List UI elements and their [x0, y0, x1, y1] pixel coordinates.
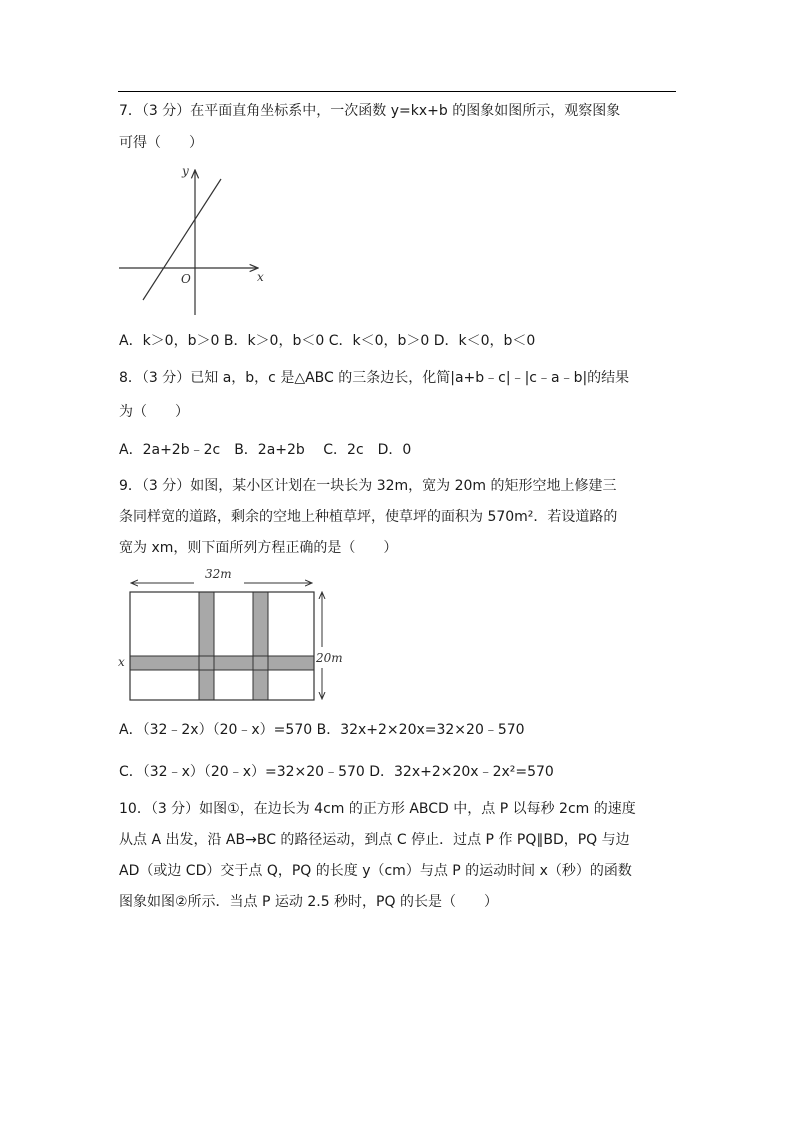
q8-options: A．2a+2b﹣2c B．2a+2b C．2c D．0 [119, 442, 412, 458]
q8-stem-line-1: 8．（3 分）已知 a，b，c 是△ABC 的三条边长，化简|a+b﹣c|﹣|c﹣a﹣b|的结果 [119, 370, 630, 386]
q9-road-layout-figure [114, 562, 354, 707]
q9-stem-line-3: 宽为 xm，则下面所列方程正确的是（ ） [119, 540, 398, 556]
q10-stem-line-1: 10．（3 分）如图①，在边长为 4cm 的正方形 ABCD 中，点 P 以每秒 2cm 的速度 [119, 801, 636, 817]
q10-stem-line-3: AD（或边 CD）交于点 Q，PQ 的长度 y（cm）与点 P 的运动时间 x（秒）的函数 [119, 863, 632, 879]
q10-stem-line-2: 从点 A 出发，沿 AB→BC 的路径运动，到点 C 停止．过点 P 作 PQ∥BD，PQ 与边 [119, 832, 630, 848]
q9-road-width-label: x [118, 655, 125, 669]
q9-options-row-2: C．（32﹣x）（20﹣x）=32×20﹣570 D．32x+2×20x﹣2x²=570 [119, 764, 554, 780]
q10-stem-line-4: 图象如图②所示．当点 P 运动 2.5 秒时，PQ 的长是（ ） [119, 894, 498, 910]
q9-height-label: 20m [316, 651, 343, 665]
q9-stem-line-2: 条同样宽的道路，剩余的空地上种植草坪，使草坪的面积为 570m²．若设道路的 [119, 509, 618, 525]
q7-x-label: x [257, 270, 264, 284]
q7-stem-line-1: 7．（3 分）在平面直角坐标系中，一次函数 y=kx+b 的图象如图所示，观察图象 [119, 103, 621, 119]
q9-vertical-road-1 [199, 592, 214, 700]
q7-stem-line-2: 可得（ ） [119, 135, 203, 151]
q9-width-label: 32m [205, 567, 232, 581]
q9-options-row-1: A．（32﹣2x）（20﹣x）=570 B．32x+2×20x=32×20﹣570 [119, 722, 525, 738]
q7-y-label: y [182, 164, 189, 178]
q7-origin-label: O [181, 272, 191, 286]
header-rule [118, 91, 676, 92]
q7-options: A．k＞0，b＞0 B．k＞0，b＜0 C．k＜0，b＞0 D．k＜0，b＜0 [119, 333, 536, 349]
q9-vertical-road-2 [253, 592, 268, 700]
q7-linear-function-graph [114, 160, 274, 318]
q9-stem-line-1: 9．（3 分）如图，某小区计划在一块长为 32m，宽为 20m 的矩形空地上修建三 [119, 478, 617, 494]
q9-field-rectangle [130, 592, 314, 700]
q9-horizontal-road [130, 656, 314, 670]
q8-stem-line-2: 为（ ） [119, 404, 189, 420]
